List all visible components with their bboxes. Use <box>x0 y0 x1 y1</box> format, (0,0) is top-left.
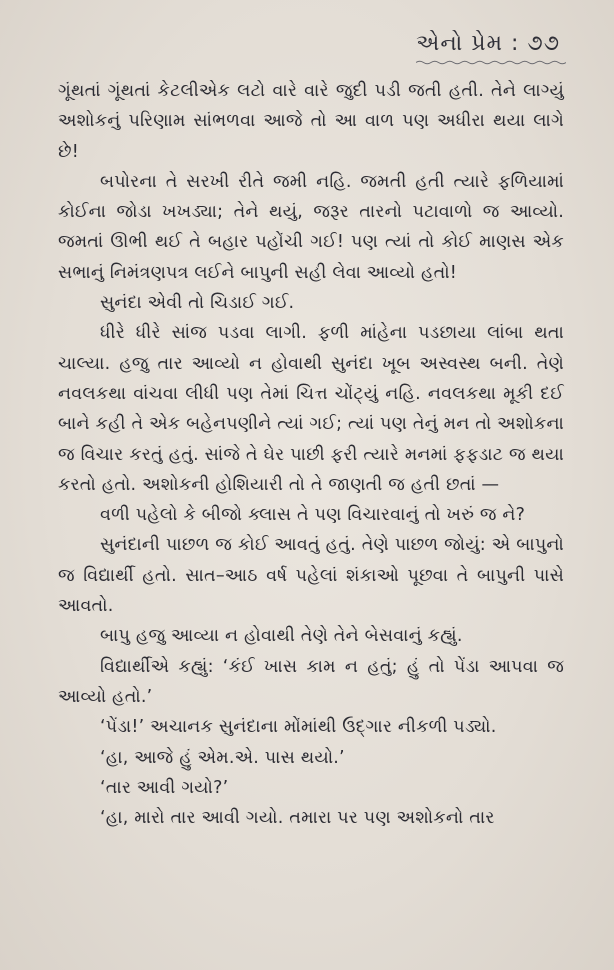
running-head: એનો પ્રેમ : ૭૭ <box>416 31 560 56</box>
paragraph: ‘હા, આજે હું એમ.એ. પાસ થયો.’ <box>100 747 345 768</box>
paragraph: ‘તાર આવી ગયો?’ <box>100 777 229 798</box>
paragraph: સુનંદા એવી તો ચિડાઈ ગઈ. <box>100 293 295 314</box>
paragraph: વિદ્યાર્થીએ કહ્યું: ‘કંઈ ખાસ કામ ન હતું; હું તો પેંડા આપવા જ આવ્યો હતો.’ <box>58 656 564 707</box>
paragraph: ગૂંથતાં ગૂંથતાં કેટલીએક લટો વારે વારે જુદી પડી જતી હતી. તેને લાગ્યું અશોકનું પરિણામ સાંભળવા આજે તો આ વાળ પણ અધીરા થયા લાગે છે! <box>58 81 564 162</box>
paragraph: બાપુ હજુ આવ્યા ન હોવાથી તેણે તેને બેસવાનું કહ્યું. <box>100 626 463 647</box>
paragraph: વળી પહેલો કે બીજો ક્લાસ તે પણ વિચારવાનું તો ખરું જ ને? <box>100 505 526 526</box>
header-wavy-rule <box>416 60 566 65</box>
body-text <box>58 76 564 833</box>
paragraph: ‘પેંડા!’ અચાનક સુનંદાના મોંમાંથી ઉદ્ગાર નીકળી પડ્યો. <box>100 717 497 738</box>
paragraph: ‘હા, મારો તાર આવી ગયો. તમારા પર પણ અશોકનો તાર <box>100 808 495 829</box>
paragraph: સુનંદાની પાછળ જ કોઈ આવતું હતું. તેણે પાછળ જોયું: એ બાપુનો જ વિદ્યાર્થી હતો. સાત–આઠ વર્ષ પહેલાં શંકાઓ પૂછવા તે બાપુની પાસે આવતો. <box>58 535 564 617</box>
paragraph: બપોરના તે સરખી રીતે જમી નહિ. જમતી હતી ત્યારે ફળિયામાં કોઈના જોડા ખખડ્યા; તેને થયું, જરૂર તારનો પટાવાળો જ આવ્યો. જમતાં ઊભી થઈ તે બહાર પહોંચી ગઈ! પણ ત્યાં તો કોઈ માણસ એક સભાનું નિમંત્રણપત્ર લઈને બાપુની સહી લેવા આવ્યો હતો! <box>58 171 564 283</box>
paragraph: ધીરે ધીરે સાંજ પડવા લાગી. ફળી માંહેના પડછાયા લાંબા થતા ચાલ્યા. હજુ તાર આવ્યો ન હોવાથી સુનંદા ખૂબ અસ્વસ્થ બની. તેણે નવલકથા વાંચવા લીધી પણ તેમાં ચિત્ત ચોંટ્યું નહિ. નવલકથા મૂકી દઈ બાને કહી તે એક બહેનપણીને ત્યાં ગઈ; ત્યાં પણ તેનું મન તો અશોકના જ વિચાર કરતું હતું. સાંજે તે ઘેર પાછી ફરી ત્યારે મનમાં ફફડાટ જ થયા કરતો હતો. અશોકની હોશિયારી તો તે જાણતી જ હતી છતાં — <box>58 323 564 495</box>
